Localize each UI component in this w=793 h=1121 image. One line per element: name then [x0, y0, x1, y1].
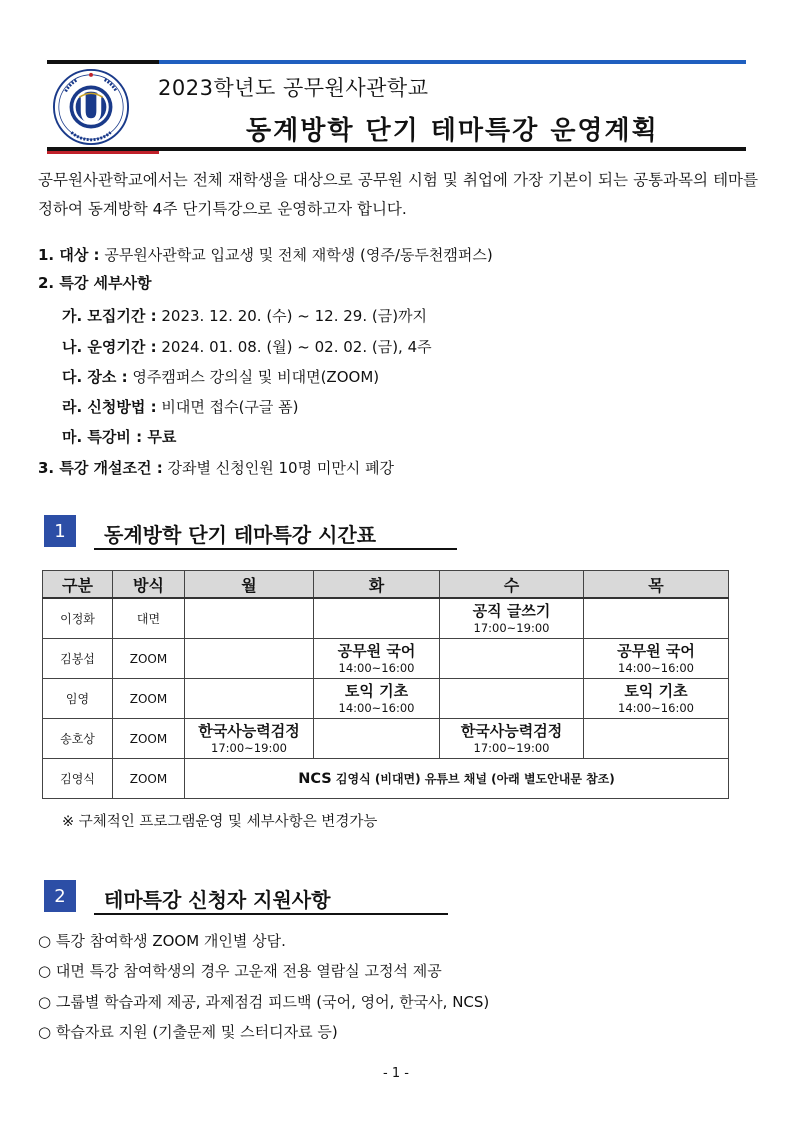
lecture-mode: ZOOM	[113, 719, 185, 759]
item-location: 다. 장소 : 영주캠퍼스 강의실 및 비대면(ZOOM)	[62, 368, 380, 386]
cell-wed: 한국사능력검정 17:00~19:00	[440, 719, 584, 759]
col-header-wed: 수	[440, 571, 584, 599]
section2-underline	[94, 913, 448, 915]
col-header-thu: 목	[584, 571, 729, 599]
support-item: ○ 학습자료 지원 (기출문제 및 스터디자료 등)	[38, 1023, 338, 1041]
cell-thu: 공무원 국어 14:00~16:00	[584, 639, 729, 679]
table-row	[43, 679, 729, 719]
university-logo	[52, 68, 130, 146]
cell-wed: 공직 글쓰기 17:00~19:00	[440, 598, 584, 639]
intro-paragraph: 공무원사관학교에서는 전체 재학생을 대상으로 공무원 시험 및 취업에 가장 기본이 되는 공통과목의 테마를 정하여 동계방학 4주 단기특강으로 운영하고자 합니다.	[38, 171, 758, 218]
item-target: 1. 대상 : 공무원사관학교 입교생 및 전체 재학생 (영주/동두천캠퍼스)	[38, 246, 493, 264]
item-condition: 3. 특강 개설조건 : 강좌별 신청인원 10명 미만시 폐강	[38, 459, 395, 477]
header-title: 동계방학 단기 테마특강 운영계획	[246, 116, 659, 146]
timetable-header-row	[43, 571, 729, 599]
support-item: ○ 대면 특강 참여학생의 경우 고운재 전용 열람실 고정석 제공	[38, 962, 442, 980]
table-row	[43, 719, 729, 759]
instructor-name: 김봉섭	[43, 639, 113, 679]
cell-thu	[584, 598, 729, 639]
cell-mon	[185, 679, 314, 719]
item-fee: 마. 특강비 : 무료	[62, 428, 177, 446]
section2-title: 테마특강 신청자 지원사항	[104, 888, 331, 912]
page-number: - 1 -	[383, 1066, 409, 1081]
col-header-tue: 화	[314, 571, 440, 599]
cell-mon	[185, 598, 314, 639]
item-details: 2. 특강 세부사항	[38, 274, 152, 292]
instructor-name: 임영	[43, 679, 113, 719]
item-application: 라. 신청방법 : 비대면 접수(구글 폼)	[62, 398, 299, 416]
cell-mon	[185, 639, 314, 679]
instructor-name: 송호상	[43, 719, 113, 759]
instructor-name: 이정화	[43, 598, 113, 639]
section1-number: 1	[44, 515, 76, 547]
cell-tue	[314, 598, 440, 639]
header-rule-blue	[159, 60, 746, 64]
header-rule-red	[47, 151, 159, 154]
table-row	[43, 759, 729, 799]
lecture-mode: ZOOM	[113, 639, 185, 679]
cell-wed	[440, 639, 584, 679]
table-row	[43, 598, 729, 639]
cell-thu: 토익 기초 14:00~16:00	[584, 679, 729, 719]
col-header-mon: 월	[185, 571, 314, 599]
col-header-category: 구분	[43, 571, 113, 599]
section1-underline	[94, 548, 457, 550]
timetable	[42, 570, 729, 799]
ncs-youtube-cell: NCS 김영식 (비대면) 유튜브 채널 (아래 별도안내문 참조)	[185, 759, 729, 799]
section2-number: 2	[44, 880, 76, 912]
lecture-mode: ZOOM	[113, 759, 185, 799]
instructor-name: 김영식	[43, 759, 113, 799]
lecture-mode: ZOOM	[113, 679, 185, 719]
cell-thu	[584, 719, 729, 759]
table-row	[43, 639, 729, 679]
item-recruit-period: 가. 모집기간 : 2023. 12. 20. (수) ~ 12. 29. (금)까지	[62, 307, 428, 325]
cell-wed	[440, 679, 584, 719]
cell-mon: 한국사능력검정 17:00~19:00	[185, 719, 314, 759]
timetable-note: ※ 구체적인 프로그램운영 및 세부사항은 변경가능	[62, 814, 378, 830]
lecture-mode: 대면	[113, 598, 185, 639]
cell-tue: 토익 기초 14:00~16:00	[314, 679, 440, 719]
header-subtitle: 2023학년도 공무원사관학교	[158, 76, 429, 100]
col-header-mode: 방식	[113, 571, 185, 599]
cell-tue: 공무원 국어 14:00~16:00	[314, 639, 440, 679]
item-operation-period: 나. 운영기간 : 2024. 01. 08. (월) ~ 02. 02. (금), 4주	[62, 338, 432, 356]
support-item: ○ 특강 참여학생 ZOOM 개인별 상담.	[38, 932, 286, 950]
support-item: ○ 그룹별 학습과제 제공, 과제점검 피드백 (국어, 영어, 한국사, NCS)	[38, 993, 490, 1011]
section1-title: 동계방학 단기 테마특강 시간표	[104, 523, 377, 547]
cell-tue	[314, 719, 440, 759]
header-rule-black	[47, 60, 159, 64]
